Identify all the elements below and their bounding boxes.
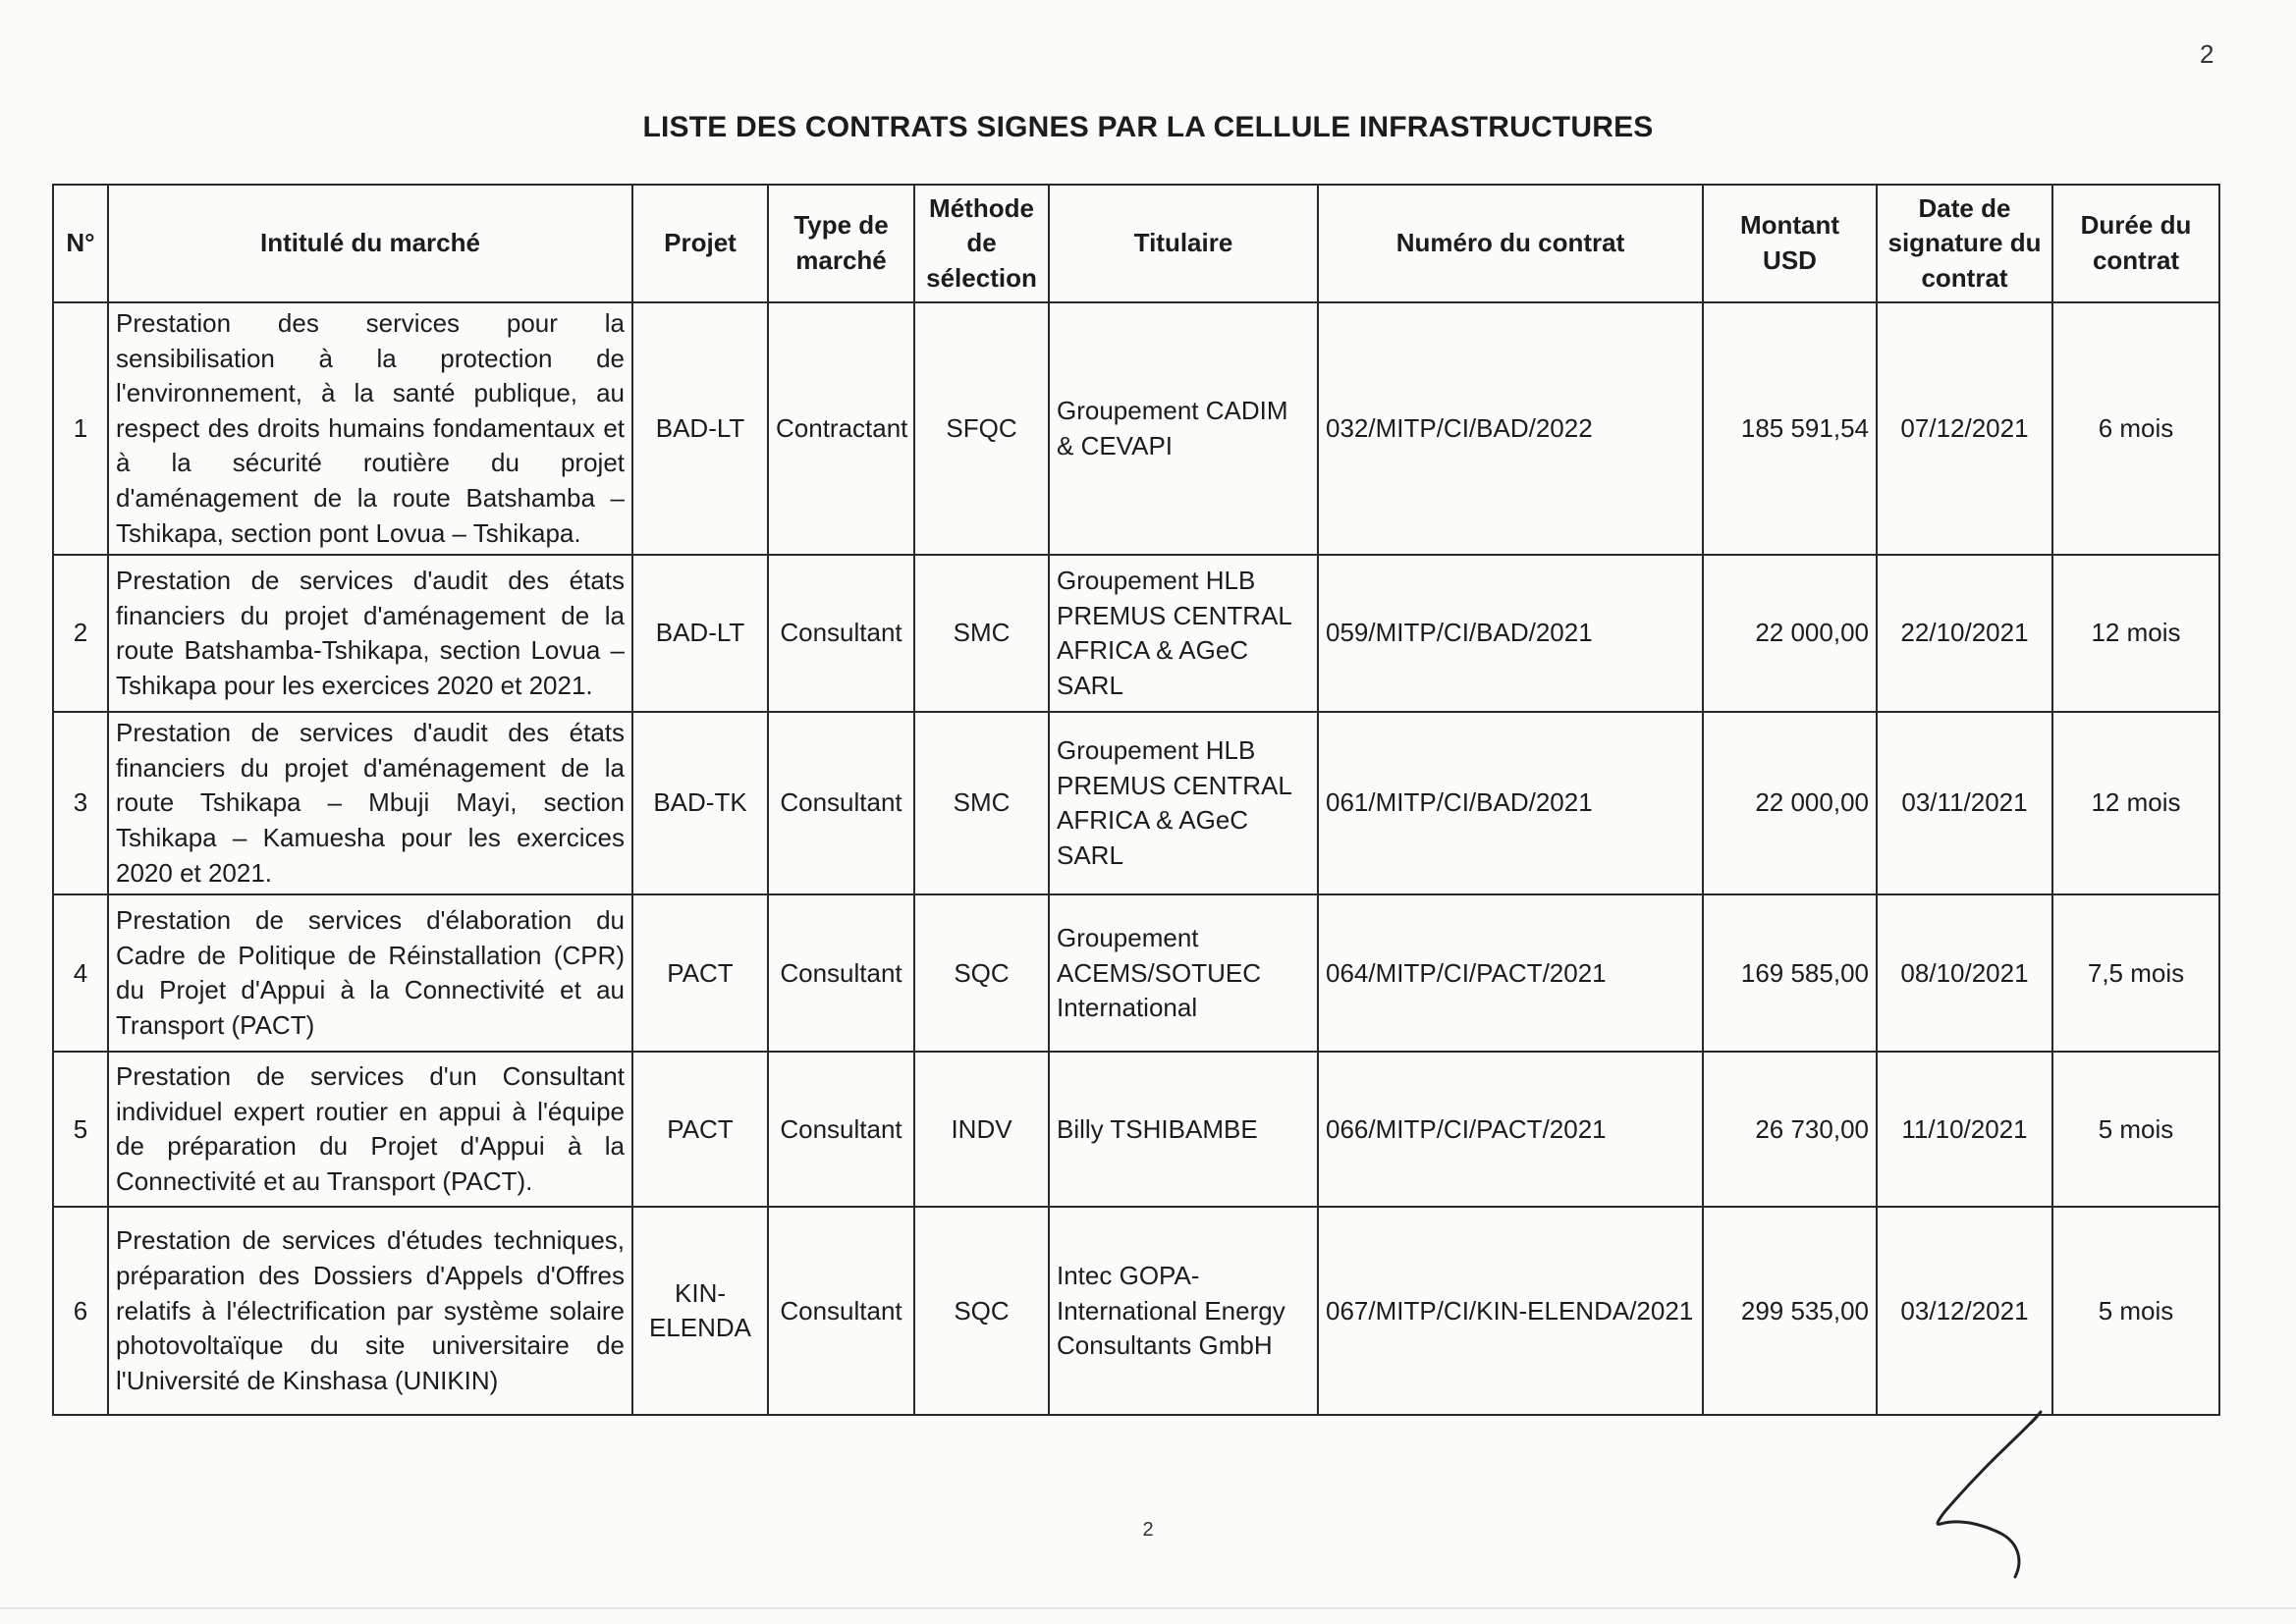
row-numero: 059/MITP/CI/BAD/2021 (1318, 555, 1703, 712)
table-header (53, 185, 2219, 302)
page-number-top: 2 (2200, 39, 2214, 69)
row-intitule: Prestation de services d'un Consultant individuel expert routier en appui à l'équipe de préparation du Projet d'Appui à la Connectivité et au Transport (PACT). (108, 1052, 632, 1207)
row-projet: PACT (632, 1052, 768, 1207)
row-methode: INDV (914, 1052, 1049, 1207)
header-titulaire: Titulaire (1049, 185, 1318, 302)
row-duree: 12 mois (2052, 555, 2219, 712)
row-methode: SFQC (914, 302, 1049, 555)
row-date: 22/10/2021 (1877, 555, 2052, 712)
row-montant: 299 535,00 (1703, 1207, 1877, 1415)
table-row (53, 302, 2219, 555)
row-numero: 066/MITP/CI/PACT/2021 (1318, 1052, 1703, 1207)
row-duree: 7,5 mois (2052, 894, 2219, 1052)
row-methode: SMC (914, 555, 1049, 712)
table-row (53, 894, 2219, 1052)
row-titulaire: Intec GOPA-International Energy Consultants GmbH (1049, 1207, 1318, 1415)
row-numero: 061/MITP/CI/BAD/2021 (1318, 712, 1703, 894)
row-montant: 22 000,00 (1703, 712, 1877, 894)
row-montant: 26 730,00 (1703, 1052, 1877, 1207)
row-intitule: Prestation de services d'audit des états financiers du projet d'aménagement de la route Tshikapa – Mbuji Mayi, section Tshikapa – Kamuesha pour les exercices 2020 et 2021. (108, 712, 632, 894)
row-num: 6 (53, 1207, 108, 1415)
row-duree: 5 mois (2052, 1207, 2219, 1415)
row-date: 11/10/2021 (1877, 1052, 2052, 1207)
row-intitule: Prestation de services d'élaboration du Cadre de Politique de Réinstallation (CPR) du Projet d'Appui à la Connectivité et au Transport (PACT) (108, 894, 632, 1052)
header-date: Date de signature du contrat (1877, 185, 2052, 302)
row-type: Consultant (768, 894, 914, 1052)
row-projet: PACT (632, 894, 768, 1052)
row-intitule: Prestation de services d'audit des états financiers du projet d'aménagement de la route Batshamba-Tshikapa, section Lovua – Tshikapa pour les exercices 2020 et 2021. (108, 555, 632, 712)
header-duree: Durée du contrat (2052, 185, 2219, 302)
row-num: 1 (53, 302, 108, 555)
header-numero: Numéro du contrat (1318, 185, 1703, 302)
row-titulaire: Groupement CADIM & CEVAPI (1049, 302, 1318, 555)
scan-edge-line (0, 1607, 2296, 1609)
row-numero: 064/MITP/CI/PACT/2021 (1318, 894, 1703, 1052)
header-row (53, 185, 2219, 302)
row-titulaire: Groupement ACEMS/SOTUEC International (1049, 894, 1318, 1052)
row-duree: 5 mois (2052, 1052, 2219, 1207)
table-body (53, 302, 2219, 1415)
row-methode: SQC (914, 1207, 1049, 1415)
table-row (53, 555, 2219, 712)
table-row (53, 1207, 2219, 1415)
row-projet: BAD-TK (632, 712, 768, 894)
row-duree: 6 mois (2052, 302, 2219, 555)
row-date: 03/12/2021 (1877, 1207, 2052, 1415)
row-num: 4 (53, 894, 108, 1052)
row-projet: BAD-LT (632, 302, 768, 555)
contracts-table (52, 184, 2220, 1416)
table-row (53, 712, 2219, 894)
row-methode: SQC (914, 894, 1049, 1052)
row-intitule: Prestation des services pour la sensibilisation à la protection de l'environnement, à la santé publique, au respect des droits humains fondamentaux et à la sécurité routière du projet d'aménagement de la route Batshamba – Tshikapa, section pont Lovua – Tshikapa. (108, 302, 632, 555)
row-num: 3 (53, 712, 108, 894)
row-projet: KIN-ELENDA (632, 1207, 768, 1415)
row-numero: 032/MITP/CI/BAD/2022 (1318, 302, 1703, 555)
header-montant: Montant USD (1703, 185, 1877, 302)
row-num: 2 (53, 555, 108, 712)
row-titulaire: Groupement HLB PREMUS CENTRAL AFRICA & AGeC SARL (1049, 555, 1318, 712)
table-row (53, 1052, 2219, 1207)
header-intitule: Intitulé du marché (108, 185, 632, 302)
row-type: Contractant (768, 302, 914, 555)
row-intitule: Prestation de services d'études techniques, préparation des Dossiers d'Appels d'Offres relatifs à l'électrification par système solaire photovoltaïque du site universitaire de l'Université de Kinshasa (UNIKIN) (108, 1207, 632, 1415)
row-type: Consultant (768, 712, 914, 894)
row-montant: 169 585,00 (1703, 894, 1877, 1052)
header-num: N° (53, 185, 108, 302)
row-type: Consultant (768, 1207, 914, 1415)
document-title: LISTE DES CONTRATS SIGNES PAR LA CELLULE INFRASTRUCTURES (642, 111, 1654, 143)
row-montant: 185 591,54 (1703, 302, 1877, 555)
row-montant: 22 000,00 (1703, 555, 1877, 712)
row-type: Consultant (768, 555, 914, 712)
row-methode: SMC (914, 712, 1049, 894)
handwritten-signature (1925, 1404, 2072, 1581)
row-date: 07/12/2021 (1877, 302, 2052, 555)
row-date: 08/10/2021 (1877, 894, 2052, 1052)
row-titulaire: Groupement HLB PREMUS CENTRAL AFRICA & AGeC SARL (1049, 712, 1318, 894)
header-methode: Méthode de sélection (914, 185, 1049, 302)
row-titulaire: Billy TSHIBAMBE (1049, 1052, 1318, 1207)
header-projet: Projet (632, 185, 768, 302)
row-type: Consultant (768, 1052, 914, 1207)
row-projet: BAD-LT (632, 555, 768, 712)
header-type: Type de marché (768, 185, 914, 302)
row-date: 03/11/2021 (1877, 712, 2052, 894)
row-numero: 067/MITP/CI/KIN-ELENDA/2021 (1318, 1207, 1703, 1415)
row-duree: 12 mois (2052, 712, 2219, 894)
row-num: 5 (53, 1052, 108, 1207)
page-number-bottom: 2 (1142, 1519, 1154, 1541)
